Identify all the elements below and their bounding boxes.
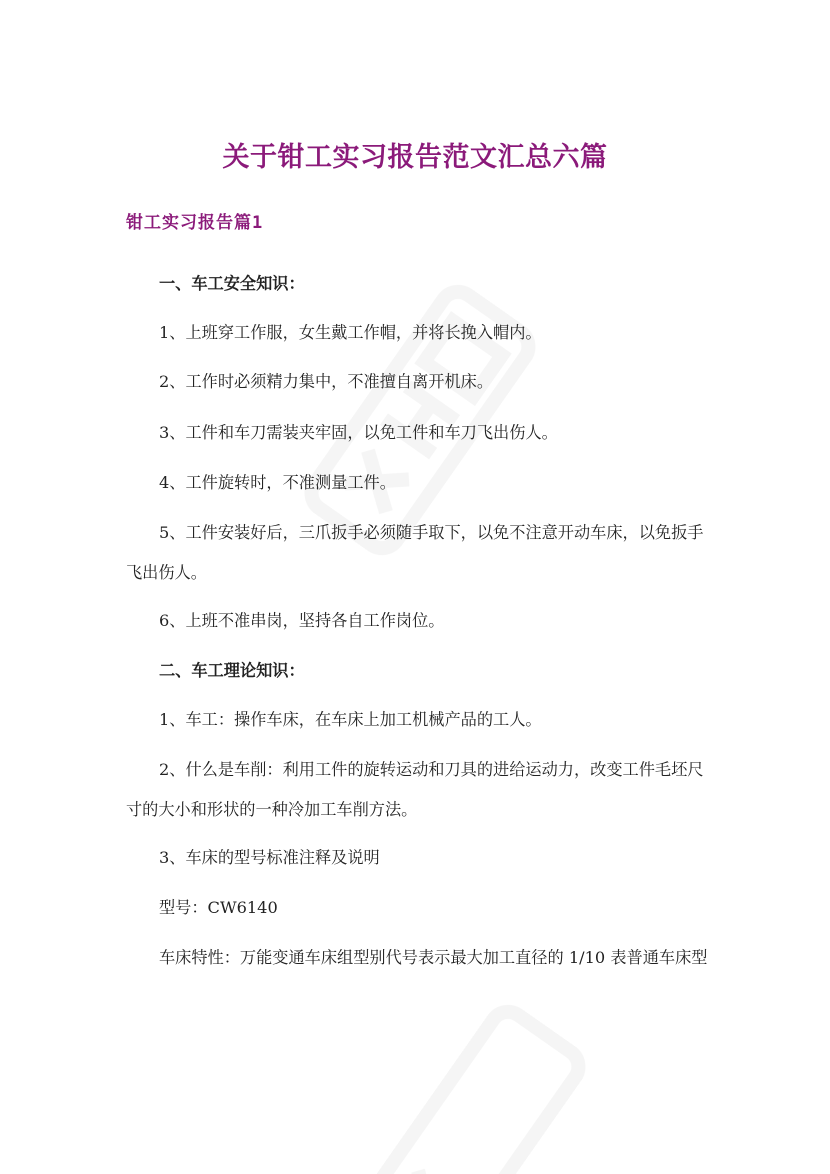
paragraph-theory-1: 1、车工：操作车床，在车床上加工机械产品的工人。 (159, 710, 542, 729)
paragraph-safety-4: 4、工件旋转时，不准测量工件。 (159, 473, 396, 492)
paragraph-theory-3: 3、车床的型号标准注释及说明 (159, 848, 380, 867)
section-heading: 钳工实习报告篇1 (126, 213, 264, 233)
paragraph-lathe-feature: 车床特性：万能变通车床组型别代号表示最大加工直径的 1/10 表普通车床型 (159, 948, 708, 967)
paragraph-safety-5: 5、工件安装好后，三爪扳手必须随手取下，以免不注意开动车床，以免扳手飞出伤人。 (126, 523, 704, 582)
paragraph-model-number: 型号：CW6140 (159, 898, 278, 917)
document-title: 关于钳工实习报告范文汇总六篇 (222, 142, 608, 174)
paragraph-safety-3: 3、工件和车刀需装夹牢固，以免工件和车刀飞出伤人。 (159, 423, 558, 442)
paragraph-safety-1: 1、上班穿工作服，女生戴工作帽，并将长挽入帽内。 (159, 323, 542, 342)
paragraph-theory-heading: 二、车工理论知识： (159, 661, 305, 680)
paragraph-safety-heading: 一、车工安全知识： (159, 274, 305, 293)
paragraph-safety-2: 2、工作时必须精力集中，不准擅自离开机床。 (159, 372, 494, 391)
paragraph-theory-2: 2、什么是车削：利用工件的旋转运动和刀具的进给运动力，改变工件毛坯尺寸的大小和形状的一种冷加工车削方法。 (126, 760, 704, 819)
paragraph-safety-6: 6、上班不准串岗，坚持各自工作岗位。 (159, 611, 445, 630)
